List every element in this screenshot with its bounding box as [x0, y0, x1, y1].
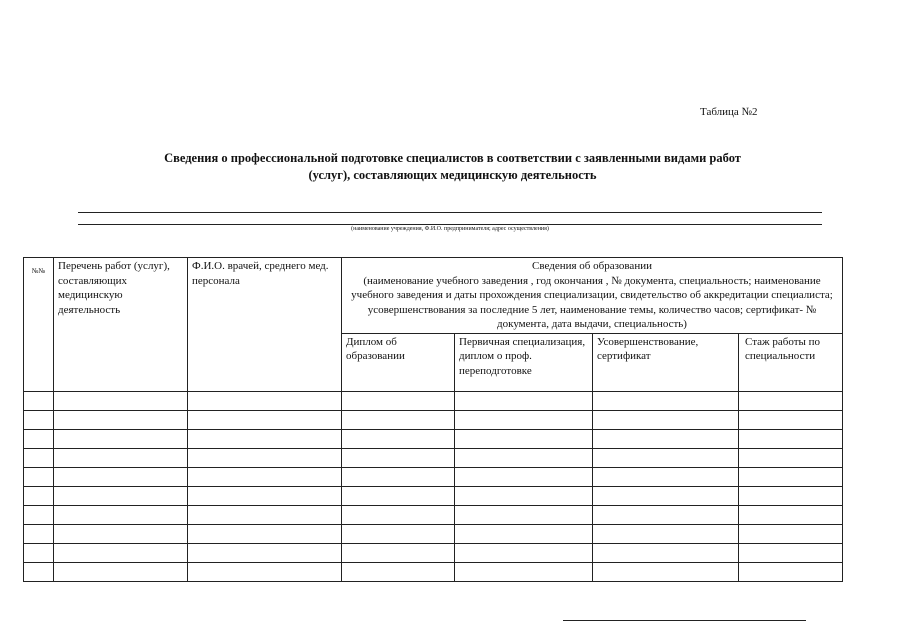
- table-cell[interactable]: [455, 562, 593, 581]
- table-cell[interactable]: [24, 562, 54, 581]
- document-title: [60, 150, 845, 184]
- table-cell[interactable]: [739, 448, 843, 467]
- table-cell[interactable]: [54, 543, 188, 562]
- header-row-1: [24, 258, 843, 334]
- table-cell[interactable]: [342, 524, 455, 543]
- table-row: [24, 505, 843, 524]
- table-row: [24, 524, 843, 543]
- table-cell[interactable]: [342, 467, 455, 486]
- table-cell[interactable]: [739, 505, 843, 524]
- table-cell[interactable]: [455, 486, 593, 505]
- table-cell[interactable]: [739, 562, 843, 581]
- table-cell[interactable]: [739, 410, 843, 429]
- table-row: [24, 562, 843, 581]
- specialists-table: [23, 257, 843, 582]
- table-cell[interactable]: [188, 429, 342, 448]
- table-cell[interactable]: [593, 448, 739, 467]
- table-row: [24, 467, 843, 486]
- table-cell[interactable]: [342, 543, 455, 562]
- table-cell[interactable]: [54, 391, 188, 410]
- col-number-header: №№: [24, 258, 54, 392]
- table-cell[interactable]: [24, 448, 54, 467]
- table-cell[interactable]: [342, 410, 455, 429]
- table-cell[interactable]: [593, 562, 739, 581]
- table-cell[interactable]: [455, 467, 593, 486]
- table-cell[interactable]: [593, 467, 739, 486]
- table-cell[interactable]: [739, 543, 843, 562]
- table-number: Таблица №2: [700, 106, 758, 118]
- table-cell[interactable]: [24, 543, 54, 562]
- table-cell[interactable]: [54, 562, 188, 581]
- table-cell[interactable]: [593, 524, 739, 543]
- table-cell[interactable]: [342, 562, 455, 581]
- improvement-header: Усовершенствование, сертификат: [593, 333, 739, 391]
- table-cell[interactable]: [739, 486, 843, 505]
- table-cell[interactable]: [54, 486, 188, 505]
- table-cell[interactable]: [54, 429, 188, 448]
- education-header: [342, 258, 843, 334]
- table-cell[interactable]: [342, 391, 455, 410]
- table-cell[interactable]: [342, 448, 455, 467]
- title-line-2: (услуг), составляющих медицинскую деятельность: [308, 168, 597, 182]
- table-cell[interactable]: [24, 505, 54, 524]
- table-row: [24, 429, 843, 448]
- table-cell[interactable]: [24, 410, 54, 429]
- table-cell[interactable]: [54, 410, 188, 429]
- table-cell[interactable]: [593, 543, 739, 562]
- table-cell[interactable]: [593, 391, 739, 410]
- table-cell[interactable]: [455, 543, 593, 562]
- primary-specialization-header: Первичная специализация, диплом о проф. переподготовке: [455, 333, 593, 391]
- table-cell[interactable]: [24, 429, 54, 448]
- table-cell[interactable]: [24, 391, 54, 410]
- fill-line-1: [78, 212, 822, 213]
- fill-line-caption: (наименование учреждения, Ф.И.О. предпринимателя; адрес осуществления): [351, 226, 549, 232]
- table-cell[interactable]: [188, 543, 342, 562]
- fill-line-2: [78, 224, 822, 225]
- table-cell[interactable]: [188, 486, 342, 505]
- table-row: [24, 486, 843, 505]
- table-cell[interactable]: [739, 524, 843, 543]
- table-cell[interactable]: [54, 524, 188, 543]
- table-cell[interactable]: [455, 505, 593, 524]
- table-cell[interactable]: [188, 467, 342, 486]
- table-cell[interactable]: [342, 486, 455, 505]
- table-cell[interactable]: [24, 524, 54, 543]
- table-cell[interactable]: [455, 429, 593, 448]
- col-names-header: Ф.И.О. врачей, среднего мед. персонала: [188, 258, 342, 392]
- table-cell[interactable]: [593, 505, 739, 524]
- title-line-1: Сведения о профессиональной подготовке специалистов в соответствии с заявленными видами работ: [164, 151, 741, 165]
- table-cell[interactable]: [455, 448, 593, 467]
- table-cell[interactable]: [342, 429, 455, 448]
- table-cell[interactable]: [739, 391, 843, 410]
- table-cell[interactable]: [455, 524, 593, 543]
- table-cell[interactable]: [455, 391, 593, 410]
- table-row: [24, 543, 843, 562]
- education-description: (наименование учебного заведения , год окончания , № документа, специальность; наименование учебного заведения и даты прохождения специализации, свидетельство об аккредитации специалиста; усовершенствования за последние 5 лет, наименование темы, количество часов; сертификат- № документа, дата выдачи, специальность): [351, 274, 833, 330]
- table-row: [24, 391, 843, 410]
- table-cell[interactable]: [593, 410, 739, 429]
- signature-line: [563, 620, 806, 621]
- table-cell[interactable]: [342, 505, 455, 524]
- table-cell[interactable]: [54, 505, 188, 524]
- table-cell[interactable]: [54, 467, 188, 486]
- table-cell[interactable]: [54, 448, 188, 467]
- table-cell[interactable]: [593, 429, 739, 448]
- table-cell[interactable]: [188, 448, 342, 467]
- table-cell[interactable]: [188, 524, 342, 543]
- table-cell[interactable]: [593, 486, 739, 505]
- table-cell[interactable]: [188, 505, 342, 524]
- col-works-header: Перечень работ (услуг), составляющих медицинскую деятельность: [54, 258, 188, 392]
- table-cell[interactable]: [24, 467, 54, 486]
- table-cell[interactable]: [188, 391, 342, 410]
- table-cell[interactable]: [455, 410, 593, 429]
- table-row: [24, 410, 843, 429]
- table-cell[interactable]: [188, 410, 342, 429]
- table-cell[interactable]: [24, 486, 54, 505]
- table-row: [24, 448, 843, 467]
- experience-header: Стаж работы по специальности: [739, 333, 843, 391]
- table-cell[interactable]: [739, 429, 843, 448]
- diploma-header: Диплом об образовании: [342, 333, 455, 391]
- table-cell[interactable]: [188, 562, 342, 581]
- table-cell[interactable]: [739, 467, 843, 486]
- education-title: Сведения об образовании: [532, 260, 652, 272]
